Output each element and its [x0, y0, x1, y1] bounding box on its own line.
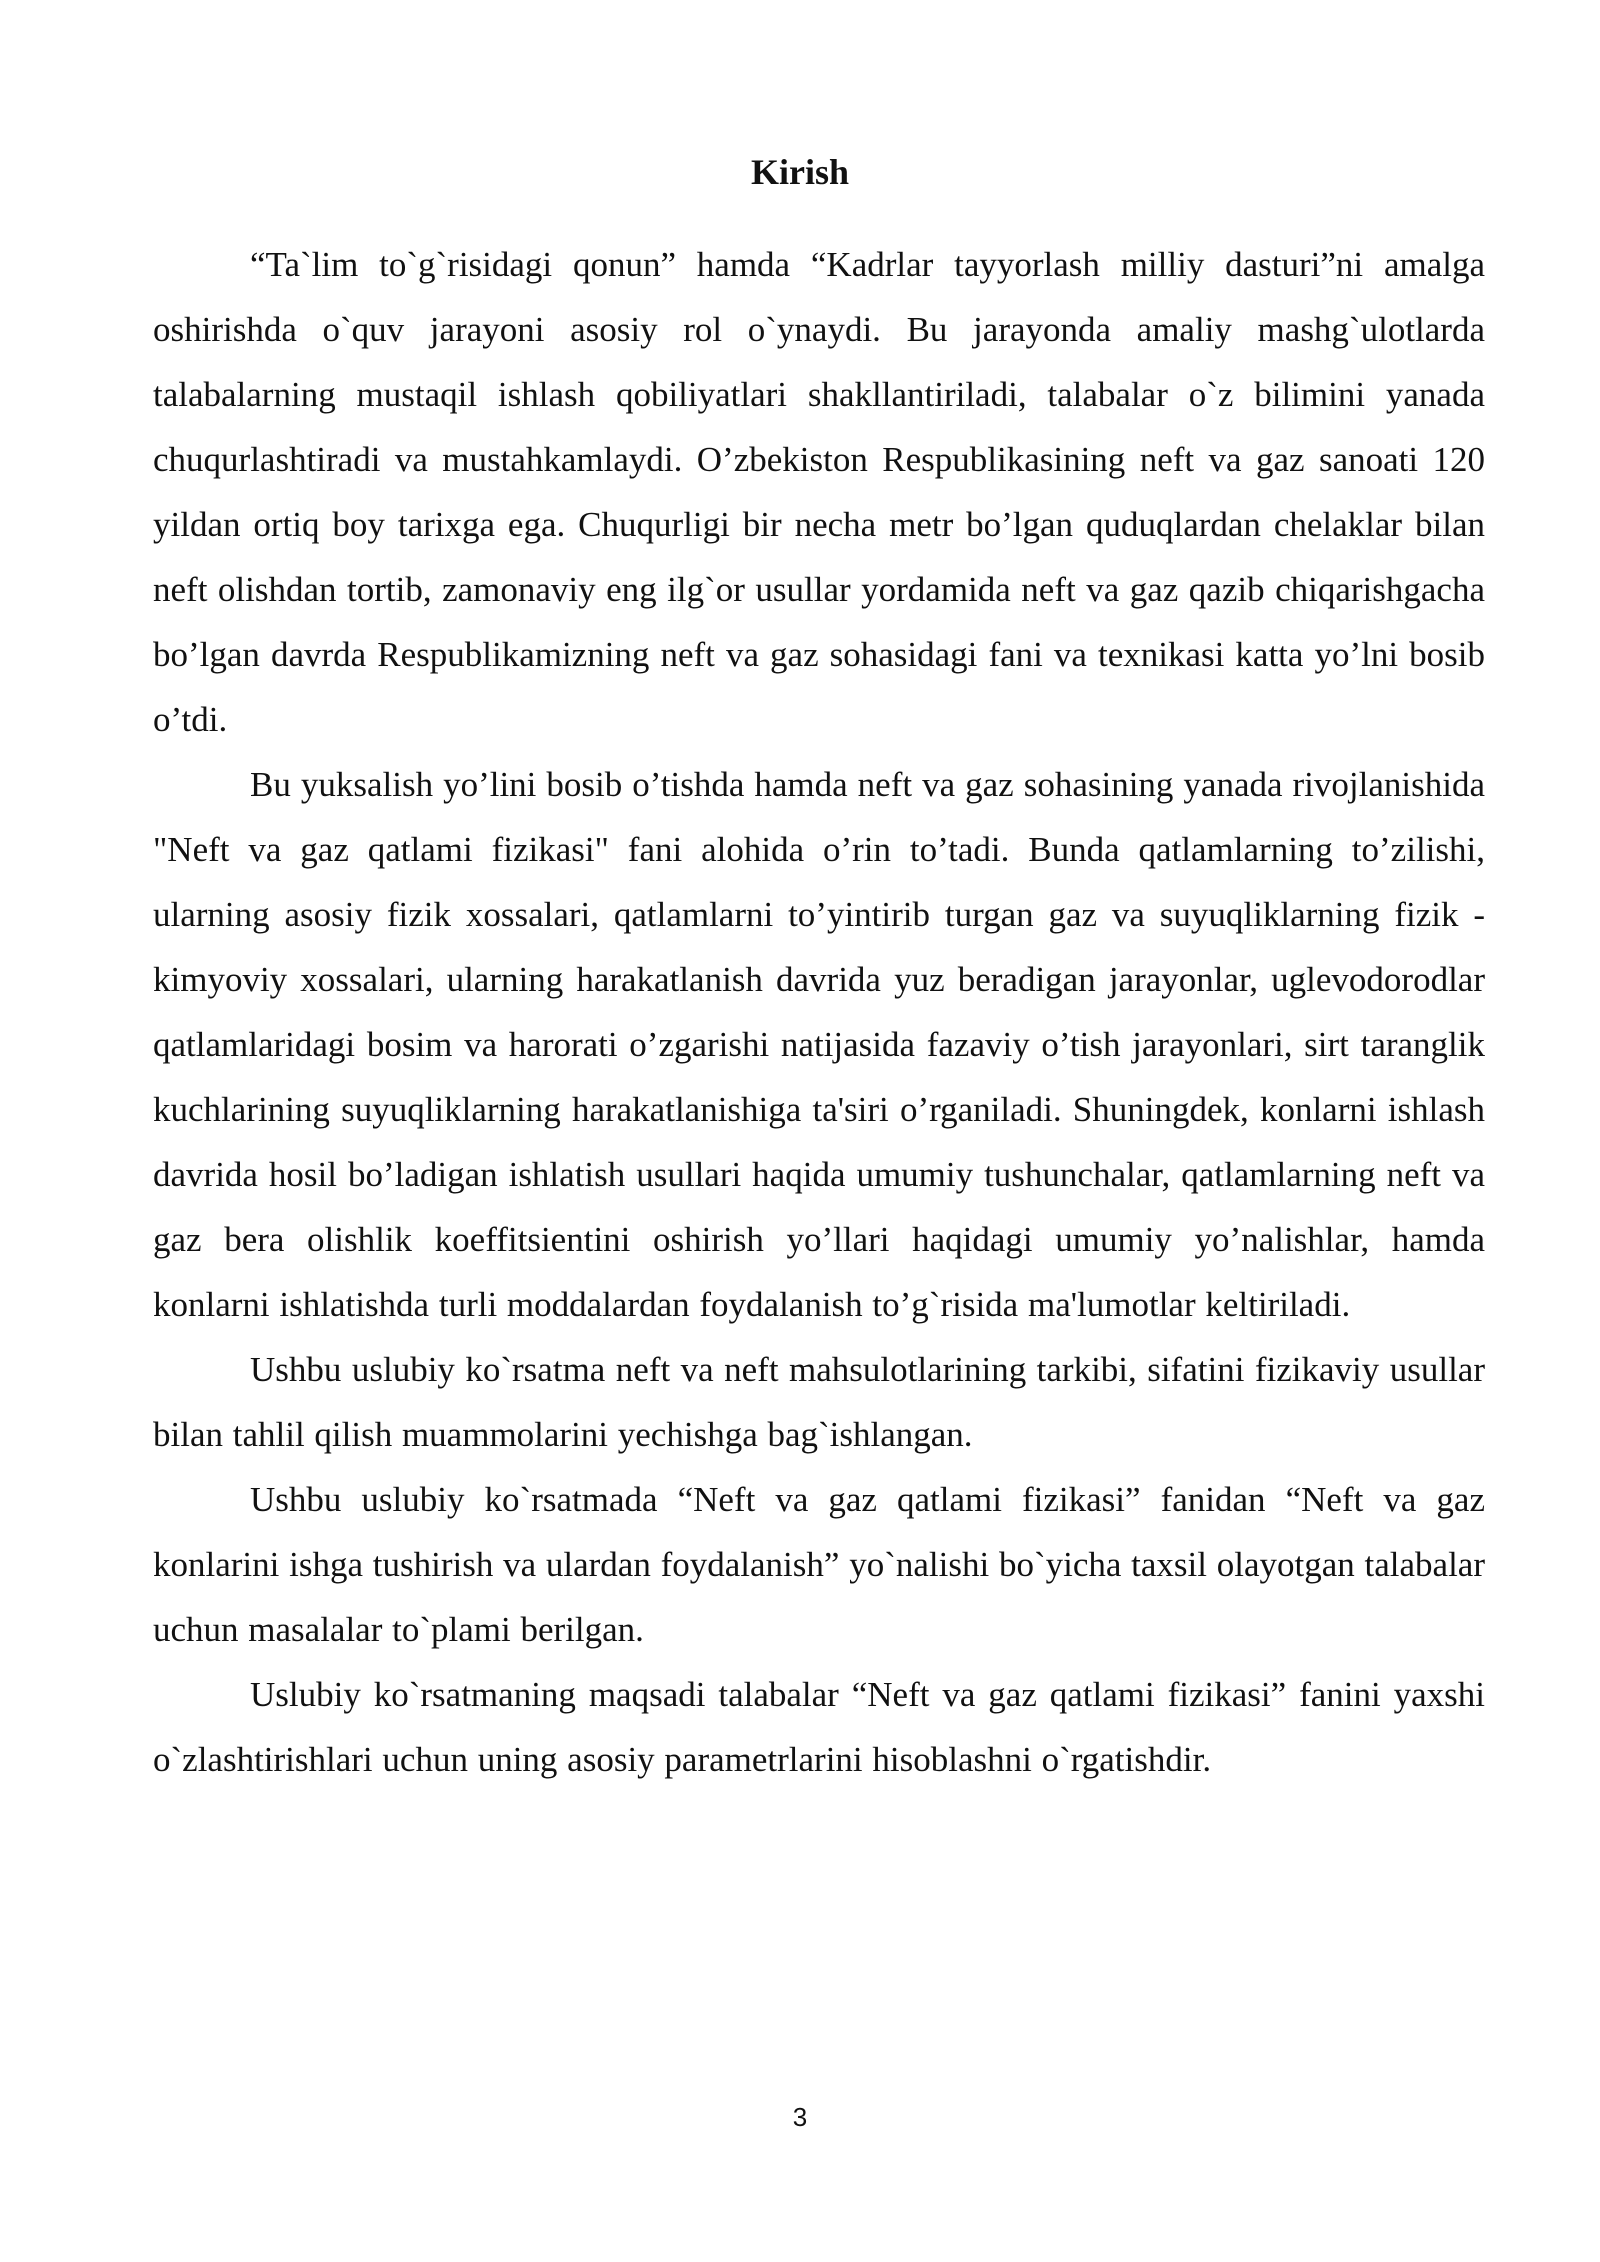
- section-title: Kirish: [750, 152, 849, 192]
- paragraph-problem-set: Ushbu uslubiy ko`rsatmada “Neft va gaz qatlami fizikasi” fanidan “Neft va gaz konlarini ishga tushirish va ulardan foydalanish” yo`nalishi bo`yicha taxsil olayotgan talabalar uchun masalalar to`plami berilgan.: [153, 1480, 1485, 1649]
- body-text: [153, 232, 1485, 1792]
- paragraph-intro-law: “Ta`lim to`g`risidagi qonun” hamda “Kadrlar tayyorlash milliy dasturi”ni amalga oshirishda o`quv jarayoni asosiy rol o`ynaydi. Bu jarayonda amaliy mashg`ulotlarda talabalarning mustaqil ishlash qobiliyatlari shakllantiriladi, talabalar o`z bilimini yanada chuqurlashtiradi va mustahkamlaydi. O’zbekiston Respublikasining neft va gaz sanoati 120 yildan ortiq boy tarixga ega. Chuqurligi bir necha metr bo’lgan quduqlardan chelaklar bilan neft olishdan tortib, zamonaviy eng ilg`or usullar yordamida neft va gaz qazib chiqarishgacha bo’lgan davrda Respublikamizning neft va gaz sohasidagi fani va texnikasi katta yo’lni bosib o’tdi.: [153, 245, 1485, 739]
- paragraph-goal: Uslubiy ko`rsatmaning maqsadi talabalar “Neft va gaz qatlami fizikasi” fanini yaxshi o`zlashtirishlari uchun uning asosiy parametrlarini hisoblashni o`rgatishdir.: [153, 1675, 1485, 1779]
- page-number: 3: [792, 2102, 808, 2132]
- paragraph-guide-purpose: Ushbu uslubiy ko`rsatma neft va neft mahsulotlarining tarkibi, sifatini fizikaviy usullar bilan tahlil qilish muammolarini yechishga bag`ishlangan.: [153, 1350, 1485, 1454]
- paragraph-course-importance: Bu yuksalish yo’lini bosib o’tishda hamda neft va gaz sohasining yanada rivojlanishida "Neft va gaz qatlami fizikasi" fani alohida o’rin to’tadi. Bunda qatlamlarning to’zilishi, ularning asosiy fizik xossalari, qatlamlarni to’yintirib turgan gaz va suyuqliklarning fizik - kimyoviy xossalari, ularning harakatlanish davrida yuz beradigan jarayonlar, uglevodorodlar qatlamlaridagi bosim va harorati o’zgarishi natijasida fazaviy o’tish jarayonlari, sirt taranglik kuchlarining suyuqliklarning harakatlanishiga ta'siri o’rganiladi. Shuningdek, konlarni ishlash davrida hosil bo’ladigan ishlatish usullari haqida umumiy tushunchalar, qatlamlarning neft va gaz bera olishlik koeffitsientini oshirish yo’llari haqidagi umumiy yo’nalishlar, hamda konlarni ishlatishda turli moddalardan foydalanish to’g`risida ma'lumotlar keltiriladi.: [153, 765, 1485, 1324]
